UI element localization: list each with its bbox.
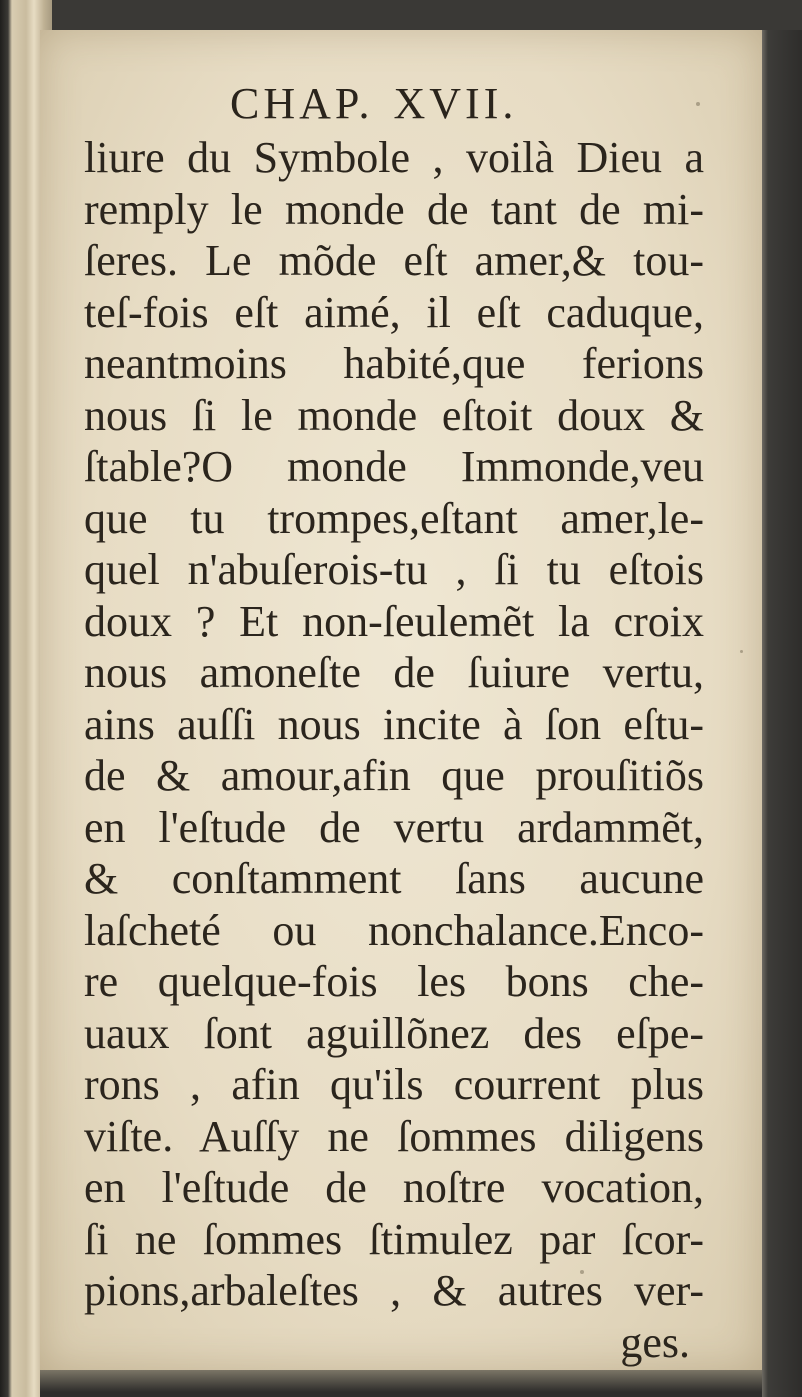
body-text [84,132,704,1368]
text-line: nous ſi le monde eſtoit doux & [84,390,704,440]
paper-speck [696,102,700,106]
text-line: pions,arbaleſtes , & autres ver- [84,1266,704,1315]
page-edge-right [762,30,802,1397]
text-line: laſcheté ou nonchalance.Enco- [84,905,704,955]
text-line: re quelque-fois les bons che- [84,957,704,1006]
catchword: ges. [620,1317,690,1367]
text-line: uaux ſont aguillõnez des eſpe- [84,1008,704,1058]
text-line: neantmoins habité,que ferions [84,339,704,388]
text-line: viſte. Auſſy ne ſommes diligens [84,1111,704,1161]
text-line: ſtable?O monde Immonde,veu [84,442,704,491]
text-line: en l'eſtude de vertu ardammẽt, [84,802,704,852]
scan-background [0,0,802,30]
text-line: ains auſſi nous incite à ſon eſtu- [84,699,704,749]
text-line: nous amoneſte de ſuiure vertu, [84,648,704,697]
text-line: en l'eſtude de noſtre vocation, [84,1163,704,1212]
text-line: doux ? Et non-ſeulemẽt la croix [84,596,704,646]
running-header [230,78,610,138]
text-line: & conſtamment ſans aucune [84,854,704,903]
text-line: liure du Symbole , voilà Dieu a [84,133,704,182]
text-line: remply le monde de tant de mi- [84,184,704,234]
text-line: ſeres. Le mõde eſt amer,& tou- [84,236,704,285]
text-line: que tu trompes,eſtant amer,le- [84,493,704,543]
chapter-word: CHAP. [230,79,374,128]
text-line: de & amour,afin que prouſitiõs [84,751,704,800]
text-line: rons , afin qu'ils courrent plus [84,1060,704,1109]
paper-speck [740,650,743,653]
chapter-number: XVII. [393,79,518,128]
text-line: ſi ne ſommes ſtimulez par ſcor- [84,1214,704,1264]
text-line: teſ-fois eſt aimé, il eſt caduque, [84,287,704,337]
text-line: quel n'abuſerois-tu , ſi tu eſtois [84,545,704,594]
